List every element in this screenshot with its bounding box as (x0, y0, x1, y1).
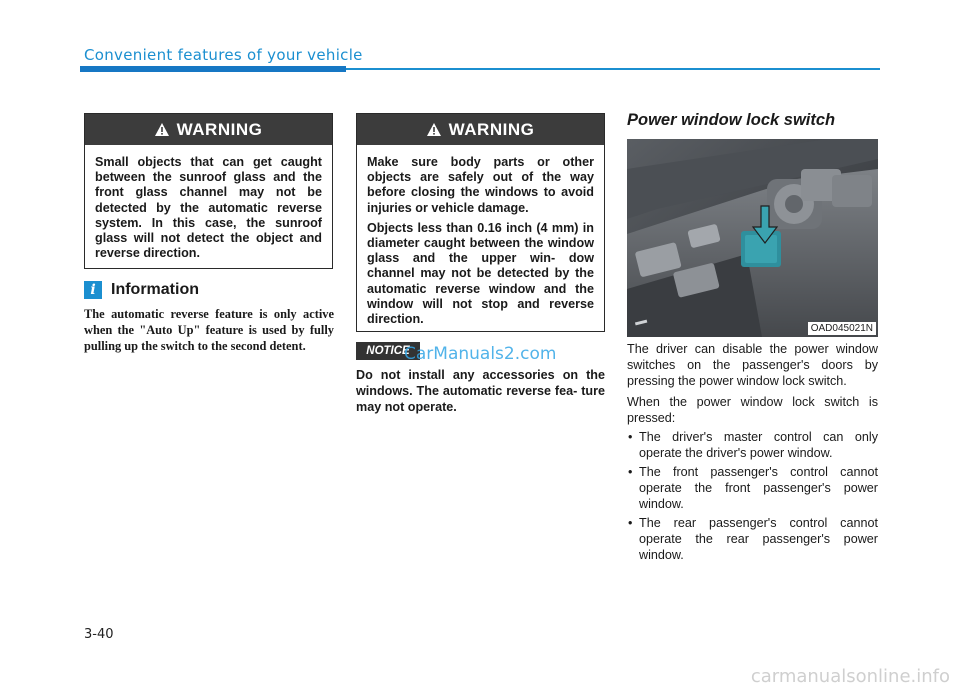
page-number: 3-40 (84, 627, 114, 642)
information-title: Information (111, 281, 199, 298)
warning-label: WARNING (448, 119, 535, 139)
notice-badge: NOTICE (356, 342, 420, 360)
list-item: • The rear passenger's control cannot operate the rear passenger's power window. (627, 515, 878, 563)
footer-watermark: carmanualsonline.info (750, 666, 950, 687)
section-title: Power window lock switch (627, 111, 836, 129)
warning-label: WARNING (176, 119, 263, 139)
power-window-switch-photo (627, 139, 878, 337)
section-body (627, 341, 878, 563)
door-switch-illustration (627, 139, 878, 337)
body-paragraph: The driver can disable the power window switches on the passenger's doors by pressing the power window lock switch. (627, 342, 878, 388)
warning-paragraph: Make sure body parts or other objects are safely out of the way before closing the windows to avoid injuries or vehicle damage. (367, 155, 594, 215)
information-heading (84, 281, 199, 299)
warning-box-windows (356, 113, 605, 332)
warning-paragraph: Small objects that can get caught between the sunroof glass and the front glass channel may not be detected by the automatic reverse system. In this case, the sunroof glass will not detect the object and reverse direction. (95, 155, 322, 261)
bullet-list (627, 429, 878, 563)
information-text: The automatic reverse feature is only active when the "Auto Up" feature is used by fully pulling up the switch to the second detent. (84, 307, 334, 353)
warning-triangle-icon (427, 123, 441, 136)
warning-body (357, 145, 604, 327)
notice-text: Do not install any accessories on the windows. The automatic reverse fea- ture may not operate. (356, 368, 605, 414)
watermark-text: CarManuals2.com (404, 344, 557, 364)
header-rule (346, 68, 880, 70)
warning-header (85, 114, 332, 145)
warning-triangle-icon (155, 123, 169, 136)
image-caption: OAD045021N (808, 322, 876, 335)
warning-paragraph: Objects less than 0.16 inch (4 mm) in diameter caught between the window glass and the upper win- dow channel may not be detected by the automatic reverse window and the window will not stop and reverse direction. (367, 220, 594, 327)
section-header-title: Convenient features of your vehicle (84, 46, 363, 64)
list-item: • The front passenger's control cannot operate the front passenger's power window. (627, 464, 878, 512)
list-item: • The driver's master control can only operate the driver's power window. (627, 429, 878, 461)
warning-body (85, 145, 332, 261)
information-icon: i (84, 281, 102, 299)
warning-header (357, 114, 604, 145)
header-accent-bar (80, 66, 346, 72)
body-paragraph: When the power window lock switch is pressed: (627, 395, 878, 425)
warning-box-sunroof (84, 113, 333, 269)
